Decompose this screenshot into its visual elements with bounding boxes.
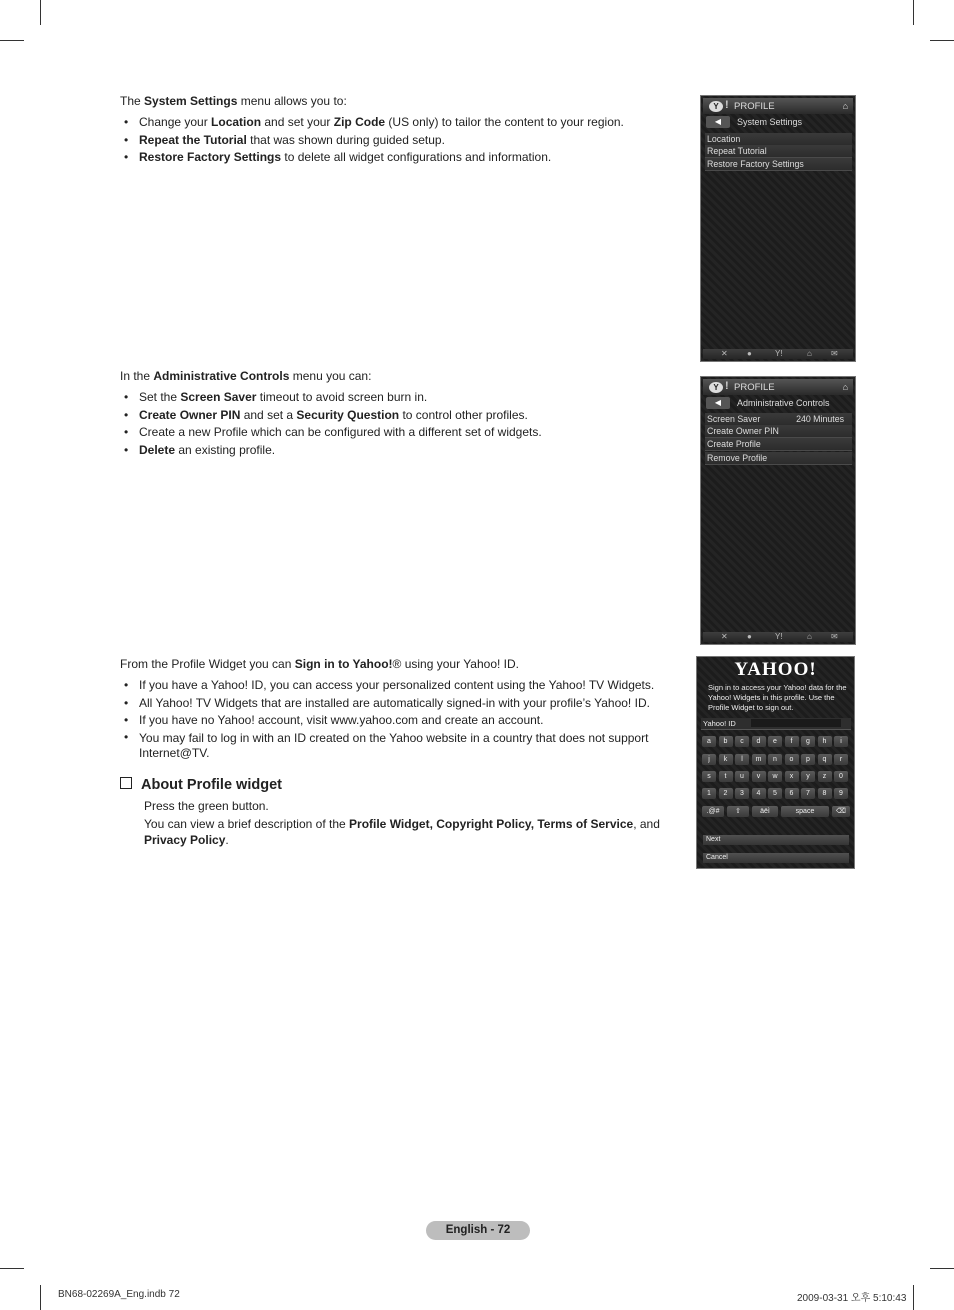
key[interactable]: y: [801, 771, 815, 782]
mail-icon[interactable]: ✉: [831, 632, 838, 641]
key[interactable]: 0: [834, 771, 848, 782]
key[interactable]: x: [785, 771, 799, 782]
close-icon[interactable]: ✕: [721, 632, 728, 641]
home-icon[interactable]: ⌂: [842, 101, 848, 111]
key[interactable]: 1: [702, 788, 716, 799]
key[interactable]: o: [785, 754, 799, 765]
signin-list: [124, 677, 669, 762]
list-item: • Set the Screen Saver timeout to avoid screen burn in.: [124, 389, 669, 407]
system-settings-screen: [700, 95, 856, 362]
screen-header: [703, 98, 853, 114]
accents-key[interactable]: äëì: [752, 806, 778, 817]
key[interactable]: e: [768, 736, 782, 747]
crop-mark: [930, 1268, 954, 1269]
page-number: English - 72: [426, 1221, 530, 1240]
key[interactable]: r: [834, 754, 848, 765]
key[interactable]: a: [702, 736, 716, 747]
key[interactable]: 7: [801, 788, 815, 799]
yahoo-id-label: Yahoo! ID: [703, 719, 736, 728]
menu-item-restore-factory[interactable]: Restore Factory Settings: [705, 158, 852, 171]
key[interactable]: d: [752, 736, 766, 747]
key[interactable]: z: [818, 771, 832, 782]
crop-mark: [40, 0, 41, 25]
key[interactable]: b: [719, 736, 733, 747]
key[interactable]: u: [735, 771, 749, 782]
about-heading: About Profile widget: [120, 777, 282, 793]
exclaim-icon: !: [725, 99, 729, 111]
menu-item-create-profile[interactable]: Create Profile: [705, 438, 852, 451]
key[interactable]: g: [801, 736, 815, 747]
back-button[interactable]: ◀: [706, 397, 730, 409]
key[interactable]: q: [818, 754, 832, 765]
screen-footer: [703, 632, 853, 642]
crop-mark: [913, 0, 914, 25]
key[interactable]: k: [719, 754, 733, 765]
key[interactable]: v: [752, 771, 766, 782]
admin-controls-intro: In the Administrative Controls menu you can:: [120, 369, 372, 383]
file-slug: BN68-02269A_Eng.indb 72: [58, 1289, 180, 1300]
back-button[interactable]: ◀: [706, 116, 730, 128]
crop-mark: [0, 40, 24, 41]
key[interactable]: 6: [785, 788, 799, 799]
screen-saver-value: 240 Minutes: [796, 414, 844, 424]
cancel-button[interactable]: Cancel: [703, 853, 849, 863]
keyboard-row: [702, 788, 854, 800]
settings-icon[interactable]: ●: [747, 349, 752, 358]
key[interactable]: c: [735, 736, 749, 747]
mail-icon[interactable]: ✉: [831, 349, 838, 358]
keyboard-row: [702, 754, 854, 766]
yahoo-logo: YAHOO!: [734, 659, 817, 680]
exclaim-icon: !: [725, 380, 729, 392]
menu-item-repeat-tutorial[interactable]: Repeat Tutorial: [705, 145, 852, 158]
home-icon[interactable]: ⌂: [807, 349, 812, 358]
signin-message: Sign in to access your Yahoo! data for the Yahoo! Widgets in this profile. Use the Profile Widget to sign out.: [708, 683, 847, 712]
key[interactable]: m: [752, 754, 766, 765]
next-button[interactable]: Next: [703, 835, 849, 845]
list-item: • All Yahoo! TV Widgets that are installed are automatically signed-in with your profile’s Yahoo! ID.: [124, 695, 669, 713]
crop-mark: [930, 40, 954, 41]
list-item: • Restore Factory Settings to delete all widget configurations and information.: [124, 149, 669, 167]
yahoo-logo-icon: Y: [709, 382, 723, 393]
screen-subtitle: System Settings: [737, 117, 803, 127]
key[interactable]: 5: [768, 788, 782, 799]
screen-title: PROFILE: [734, 101, 775, 112]
keyboard-row: [702, 736, 854, 748]
crop-mark: [913, 1285, 914, 1310]
keyboard-row: [702, 771, 854, 783]
close-icon[interactable]: ✕: [721, 349, 728, 358]
menu-item-label: Screen Saver: [707, 414, 761, 424]
key[interactable]: j: [702, 754, 716, 765]
about-line2: You can view a brief description of the Profile Widget, Copyright Policy, Terms of Service, and Privacy Policy.: [144, 817, 660, 847]
backspace-key-icon[interactable]: ⌫: [832, 806, 850, 817]
yahoo-id-input[interactable]: [751, 719, 841, 727]
key[interactable]: 8: [818, 788, 832, 799]
home-icon[interactable]: ⌂: [842, 382, 848, 392]
crop-mark: [0, 1268, 24, 1269]
key[interactable]: s: [702, 771, 716, 782]
list-item: • If you have a Yahoo! ID, you can access your personalized content using the Yahoo! TV Widgets.: [124, 677, 669, 695]
keyboard-row: [702, 806, 854, 818]
admin-controls-screen: [700, 376, 856, 645]
print-timestamp: 2009-03-31 오후 5:10:43: [797, 1293, 907, 1304]
about-line1: Press the green button.: [144, 799, 269, 813]
yahoo-icon[interactable]: Y!: [775, 349, 783, 358]
screen-title: PROFILE: [734, 382, 775, 393]
key[interactable]: 4: [752, 788, 766, 799]
crop-mark: [40, 1285, 41, 1310]
screen-header: [703, 379, 853, 395]
admin-controls-list: [124, 389, 669, 459]
key[interactable]: 3: [735, 788, 749, 799]
key[interactable]: 2: [719, 788, 733, 799]
list-item: • Create Owner PIN and set a Security Question to control other profiles.: [124, 407, 669, 425]
space-key[interactable]: space: [781, 806, 829, 817]
key[interactable]: 9: [834, 788, 848, 799]
system-settings-intro: The System Settings menu allows you to:: [120, 94, 347, 108]
list-item: • You may fail to log in with an ID created on the Yahoo website in a country that does not support Internet@TV.: [124, 730, 669, 762]
list-item: • Repeat the Tutorial that was shown during guided setup.: [124, 132, 669, 150]
menu-item-create-owner-pin[interactable]: Create Owner PIN: [705, 425, 852, 438]
key[interactable]: f: [785, 736, 799, 747]
menu-item-location[interactable]: Location: [705, 133, 852, 146]
settings-icon[interactable]: ●: [747, 632, 752, 641]
symbols-key[interactable]: .@#: [702, 806, 724, 817]
yahoo-id-field[interactable]: [701, 718, 851, 730]
yahoo-signin-screen: [696, 656, 855, 869]
list-item: • Change your Location and set your Zip Code (US only) to tailor the content to your region.: [124, 114, 669, 132]
list-item: • Delete an existing profile.: [124, 442, 669, 460]
home-icon[interactable]: ⌂: [807, 632, 812, 641]
system-settings-list: [124, 114, 669, 167]
key[interactable]: l: [735, 754, 749, 765]
yahoo-icon[interactable]: Y!: [775, 632, 783, 641]
menu-item-remove-profile[interactable]: Remove Profile: [705, 452, 852, 465]
key[interactable]: w: [768, 771, 782, 782]
key[interactable]: t: [719, 771, 733, 782]
screen-subtitle: Administrative Controls: [737, 398, 830, 408]
screen-footer: [703, 349, 853, 359]
key[interactable]: h: [818, 736, 832, 747]
shift-key-icon[interactable]: ⇧: [727, 806, 749, 817]
yahoo-logo-icon: Y: [709, 101, 723, 112]
key[interactable]: i: [834, 736, 848, 747]
checkbox-icon: [120, 777, 132, 789]
list-item: • Create a new Profile which can be configured with a different set of widgets.: [124, 424, 669, 442]
key[interactable]: p: [801, 754, 815, 765]
key[interactable]: n: [768, 754, 782, 765]
list-item: • If you have no Yahoo! account, visit www.yahoo.com and create an account.: [124, 712, 669, 730]
signin-intro: From the Profile Widget you can Sign in to Yahoo!® using your Yahoo! ID.: [120, 657, 519, 671]
